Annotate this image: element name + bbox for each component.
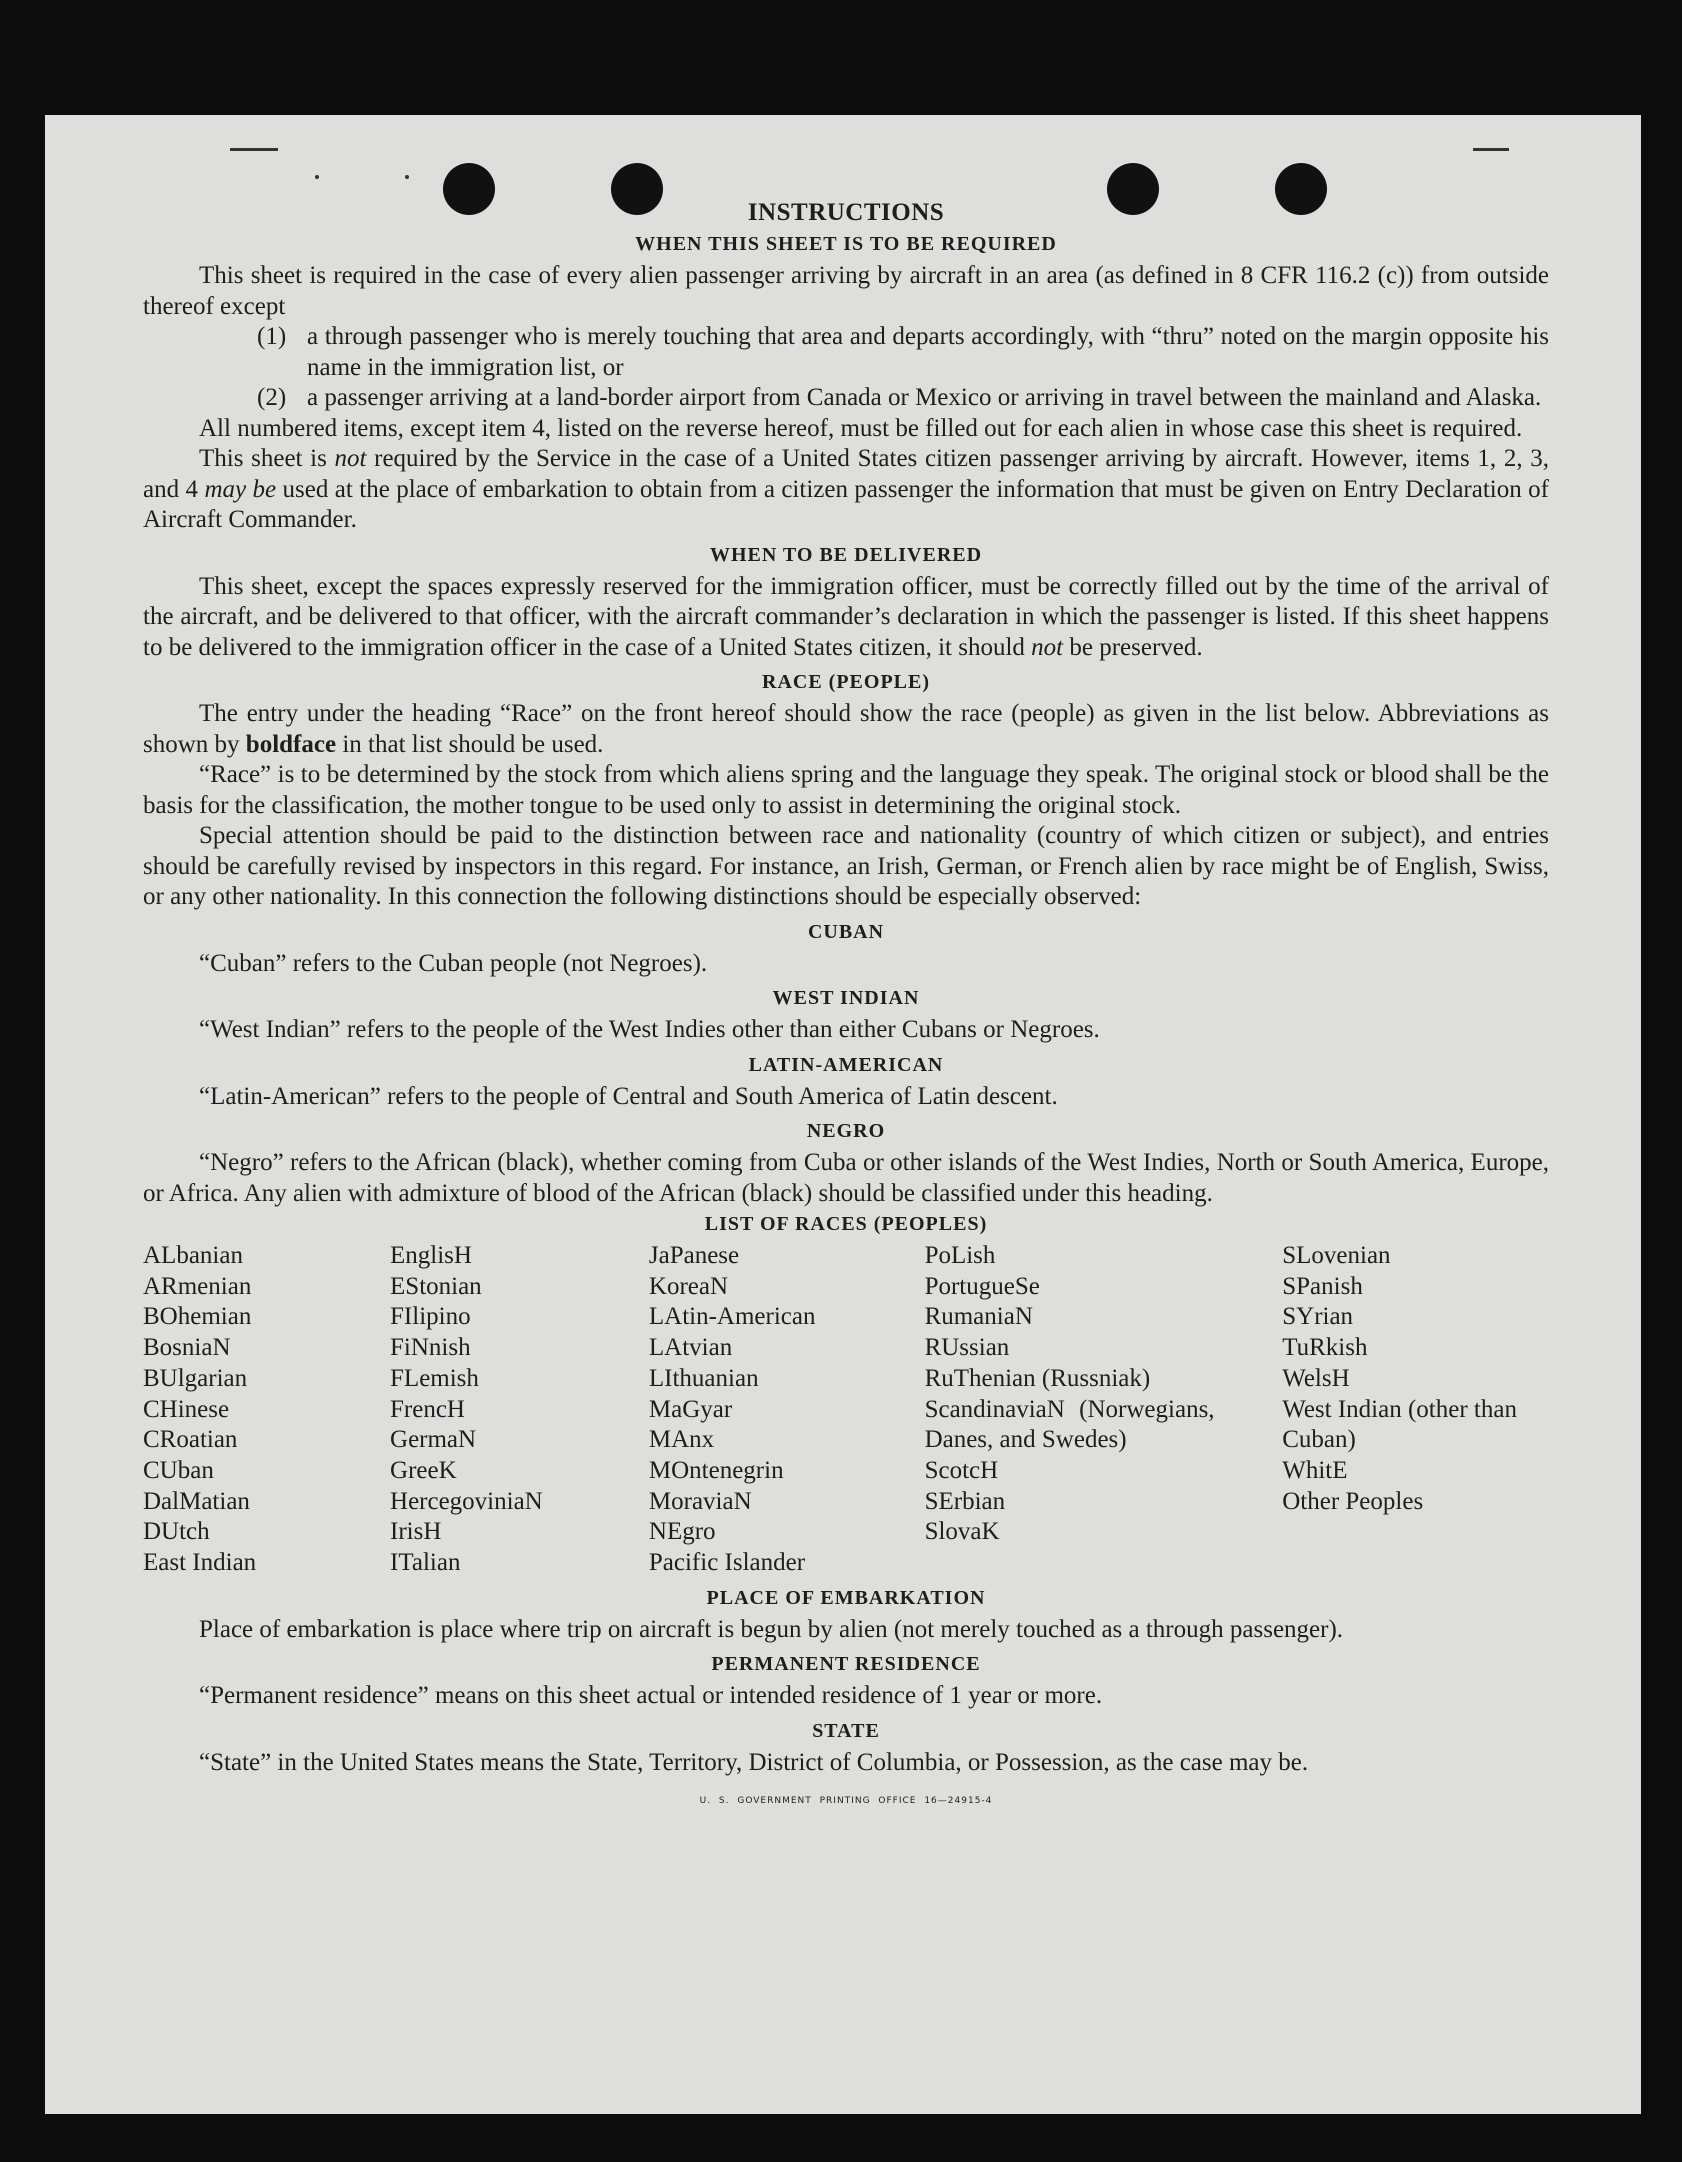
race-entry: JaPanese [648,1242,740,1269]
punch-hole [1107,163,1159,215]
section-heading-state: STATE [812,1719,880,1742]
bold-text: boldface [245,730,337,758]
race-entry: RUssian [924,1334,1010,1362]
race-entry: IrisH [390,1518,442,1546]
race-entry: LAtin-American [648,1303,816,1331]
paragraph [143,699,1549,760]
emphasis: not [334,445,367,472]
page-title: INSTRUCTIONS [747,199,945,226]
race-entry: ITalian [390,1549,461,1577]
section-heading-west-indian: WEST INDIAN [772,987,920,1009]
race-entry: NEgro [648,1518,716,1546]
race-entry: MaGyar [648,1395,733,1423]
races-column [143,1241,390,1579]
race-entry: LAtvian [648,1334,733,1362]
section-heading-latin-american: LATIN-AMERICAN [748,1053,944,1076]
race-entry: Other Peoples [1282,1487,1424,1515]
numbered-item [143,322,1549,383]
paragraph: “Race” is to be determined by the stock from which aliens spring and the language they speak. The original stock or blood shall be the basis for the classification, the mother tongue to be used only to assist in determining the original stock. [143,761,1549,819]
text-run: The entry under the heading “Race” on the front hereof should show the race (people) as given in the list below. Abbreviations as shown by [143,700,1549,758]
emphasis: not [1031,633,1064,661]
section-heading-embarkation: PLACE OF EMBARKATION [706,1586,986,1609]
races-column [925,1241,1283,1579]
race-entry: KoreaN [648,1272,729,1300]
text-run: be preserved. [1063,633,1203,661]
race-entry: FLemish [390,1364,479,1392]
race-entry: EStonian [390,1272,482,1300]
section-heading-permanent-residence: PERMANENT RESIDENCE [711,1653,981,1676]
paragraph [143,444,1549,536]
section-heading-negro: NEGRO [806,1120,886,1142]
race-entry: WhitE [1282,1456,1348,1484]
numbered-item [143,383,1549,414]
punch-hole [443,163,495,215]
race-entry: BosniaN [143,1334,231,1362]
race-entry: CUban [143,1456,214,1484]
paragraph: “West Indian” refers to the people of the West Indies other than either Cubans or Negroes. [199,1016,1100,1043]
paragraph: “Negro” refers to the African (black), whether coming from Cuba or other islands of the West Indies, North or South America, Europe, or Africa. Any alien with admixture of blood of the African (black) should be classified under this heading. [143,1149,1549,1207]
race-entry: MoraviaN [648,1487,752,1515]
race-entry: DalMatian [143,1487,250,1515]
race-entry: TuRkish [1282,1334,1368,1362]
punch-hole [1275,163,1327,215]
races-list [143,1241,1549,1579]
registration-mark [230,148,278,151]
race-entry: PoLish [924,1242,996,1269]
paragraph: This sheet is required in the case of every alien passenger arriving by aircraft in an area (as defined in 8 CFR 116.2 (c)) from outside thereof except [143,262,1549,320]
race-entry: BUlgarian [143,1364,248,1392]
text-run: required by the Service in the case of a United States citizen passenger arriving by aircraft. However, items 1, 2, 3, and 4 [143,445,1549,503]
paragraph: Place of embarkation is place where trip on aircraft is begun by alien (not merely touched as a through passenger). [199,1615,1344,1643]
paragraph [143,572,1549,664]
race-entry: Pacific Islander [648,1549,806,1577]
race-entry: DUtch [143,1518,210,1546]
emphasis: may be [204,475,277,503]
race-entry: MOntenegrin [648,1456,784,1484]
race-entry: West Indian (other than Cuban) [1282,1395,1517,1454]
text-run: in that list should be used. [336,730,604,758]
text-run: used at the place of embarkation to obtain from a citizen passenger the information that must be given on Entry Declaration of Aircraft Commander. [143,475,1549,533]
race-entry: CHinese [143,1395,230,1423]
race-entry: WelsH [1282,1364,1350,1392]
paragraph: “State” in the United States means the State, Territory, District of Columbia, or Possession, as the case may be. [199,1748,1309,1776]
race-entry: FIlipino [390,1303,471,1331]
section-heading-when-delivered: WHEN TO BE DELIVERED [709,543,983,566]
races-column [649,1241,925,1579]
race-entry: ScotcH [924,1456,999,1484]
race-entry: LIthuanian [648,1364,759,1392]
race-entry: CRoatian [143,1426,238,1454]
races-column [1282,1241,1549,1579]
text-run: This sheet, except the spaces expressly reserved for the immigration officer, must be correctly filled out by the time of the arrival of the aircraft, and be delivered to that officer, with the aircraft commander’s declaration in which the passenger is listed. If this sheet happens to be delivered to the immigration officer in the case of a United States citizen, it should [143,572,1549,661]
item-number: (1) [257,323,287,350]
registration-mark [315,175,319,179]
race-entry: ScandinaviaN (Norwegians, Danes, and Swedes) [924,1395,1215,1454]
race-entry: GreeK [390,1456,457,1484]
race-entry: SPanish [1282,1272,1363,1300]
race-entry: SlovaK [924,1518,1000,1546]
paragraph: All numbered items, except item 4, listed on the reverse hereof, must be filled out for each alien in whose case this sheet is required. [199,414,1523,442]
race-entry: SYrian [1282,1303,1354,1331]
section-heading-when-required: WHEN THIS SHEET IS TO BE REQUIRED [635,233,1057,255]
instructions-text [143,197,1549,1817]
text-run: This sheet is [199,445,335,472]
race-entry: GermaN [390,1426,477,1454]
race-entry: FrencH [390,1395,465,1423]
race-entry: FiNnish [390,1334,471,1362]
item-number: (2) [257,384,287,411]
paragraph: Special attention should be paid to the distinction between race and nationality (country of which citizen or subject), and entries should be carefully revised by inspectors in this regard. For instance, an Irish, German, or French alien by race might be of English, Swiss, or any other nationality. In this connection the following distinctions should be especially observed: [143,822,1549,910]
item-text: a passenger arriving at a land-border airport from Canada or Mexico or arriving in travel between the mainland and Alaska. [307,384,1542,411]
race-entry: East Indian [143,1549,257,1577]
registration-mark [1473,148,1509,151]
race-entry: HercegoviniaN [390,1487,543,1515]
paragraph: “Latin-American” refers to the people of Central and South America of Latin descent. [199,1082,1058,1110]
races-column [390,1241,649,1579]
race-entry: RuThenian (Russniak) [924,1364,1151,1392]
section-heading-cuban: CUBAN [807,920,885,943]
race-entry: ARmenian [143,1272,252,1300]
race-entry: PortugueSe [924,1272,1040,1300]
registration-mark [405,175,409,179]
printer-imprint: U. S. GOVERNMENT PRINTING OFFICE 16—24915-4 [699,1796,993,1807]
race-entry: ALbanian [143,1242,243,1269]
race-entry: SErbian [924,1487,1006,1515]
race-entry: SLovenian [1282,1242,1391,1269]
punch-hole [611,163,663,215]
form-sheet [45,115,1641,2114]
race-entry: MAnx [648,1426,715,1454]
paragraph: “Permanent residence” means on this sheet actual or intended residence of 1 year or more. [199,1682,1103,1710]
section-heading-race: RACE (PEOPLE) [762,671,930,693]
paragraph: “Cuban” refers to the Cuban people (not Negroes). [199,949,708,977]
race-entry: RumaniaN [924,1303,1033,1331]
race-entry: BOhemian [143,1303,252,1331]
race-entry: EnglisH [390,1242,472,1269]
item-text: a through passenger who is merely touching that area and departs accordingly, with “thru” noted on the margin opposite his name in the immigration list, or [307,323,1549,381]
section-heading-list-of-races: LIST OF RACES (PEOPLES) [704,1213,988,1235]
